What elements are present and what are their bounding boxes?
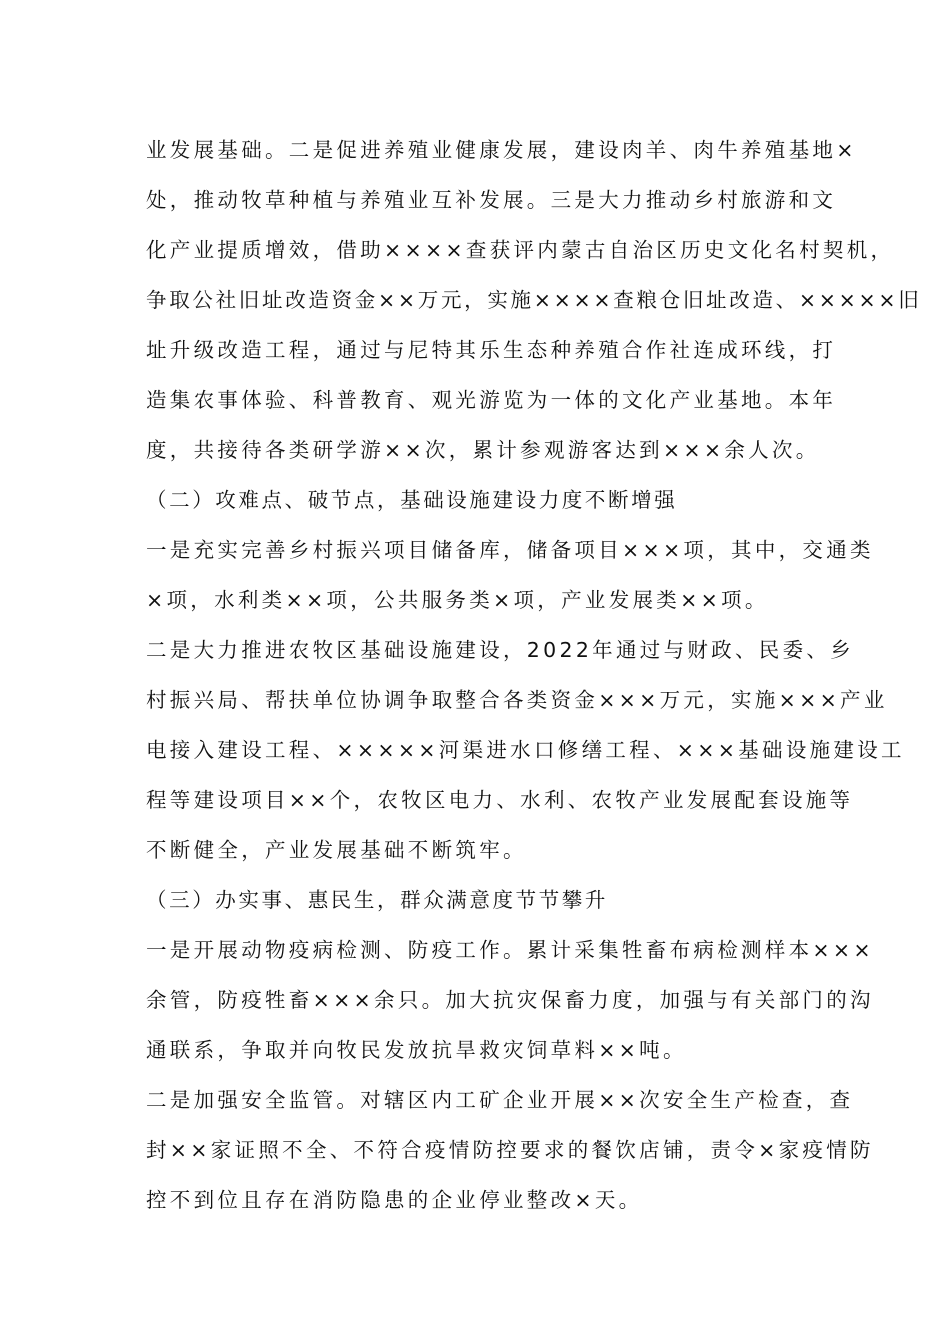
text-line: 业发展基础。二是促进养殖业健康发展，建设肉羊、肉牛养殖基地× — [146, 138, 857, 162]
text-line: 争取公社旧址改造资金××万元，实施××××查粮仓旧址改造、×××××旧 — [146, 288, 922, 312]
text-line: 程等建设项目××个，农牧区电力、水利、农牧产业发展配套设施等 — [146, 788, 854, 812]
text-line: 控不到位且存在消防隐患的企业停业整改×天。 — [146, 1188, 643, 1212]
text-line: 一是充实完善乡村振兴项目储备库，储备项目×××项，其中，交通类 — [146, 538, 874, 562]
text-line: 村振兴局、帮扶单位协调争取整合各类资金×××万元，实施×××产业 — [146, 688, 888, 712]
text-line: 化产业提质增效，借助××××查获评内蒙古自治区历史文化名村契机， — [146, 238, 895, 262]
text-line: 二是加强安全监管。对辖区内工矿企业开展××次安全生产检查，查 — [146, 1088, 854, 1112]
text-line: 通联系，争取并向牧民发放抗旱救灾饲草料××吨。 — [146, 1038, 687, 1062]
section-heading: （三）办实事、惠民生，群众满意度节节攀升 — [146, 888, 608, 912]
text-line: 处，推动牧草种植与养殖业互补发展。三是大力推动乡村旅游和文 — [146, 188, 837, 212]
text-line: ×项，水利类××项，公共服务类×项，产业发展类××项。 — [146, 588, 769, 612]
text-line: 封××家证照不全、不符合疫情防控要求的餐饮店铺，责令×家疫情防 — [146, 1138, 874, 1162]
text-line: 度，共接待各类研学游××次，累计参观游客达到×××余人次。 — [146, 438, 820, 462]
section-heading: （二）攻难点、破节点，基础设施建设力度不断增强 — [146, 488, 678, 512]
text-line: 一是开展动物疫病检测、防疫工作。累计采集牲畜布病检测样本××× — [146, 938, 874, 962]
text-line: 址升级改造工程，通过与尼特其乐生态种养殖合作社连成环线，打 — [146, 338, 837, 362]
text-line: 二是大力推进农牧区基础设施建设，2022年通过与财政、民委、乡 — [146, 638, 854, 662]
text-line: 不断健全，产业发展基础不断筑牢。 — [146, 838, 527, 862]
text-line: 电接入建设工程、×××××河渠进水口修缮工程、×××基础设施建设工 — [146, 738, 905, 762]
text-line: 造集农事体验、科普教育、观光游览为一体的文化产业基地。本年 — [146, 388, 837, 412]
text-line: 余管，防疫牲畜×××余只。加大抗灾保畜力度，加强与有关部门的沟 — [146, 988, 874, 1012]
